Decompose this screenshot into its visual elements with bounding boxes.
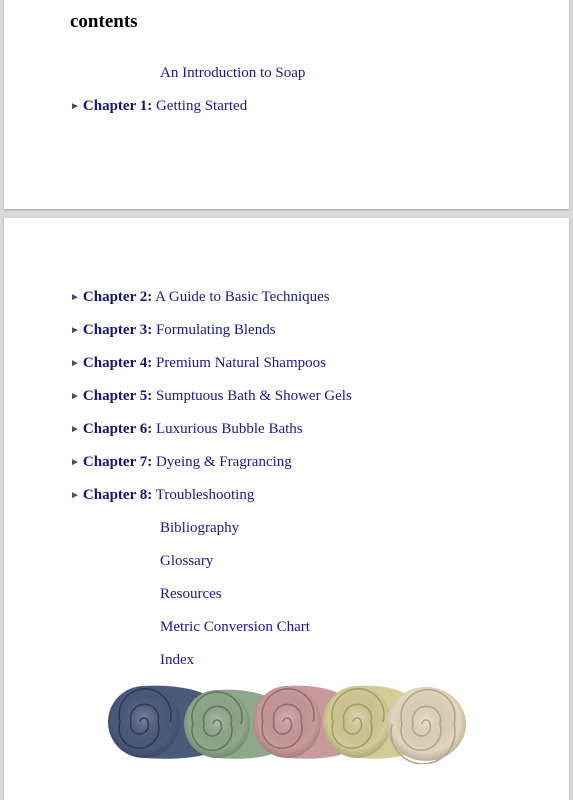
toc-link-metric-conversion-chart[interactable]: Metric Conversion Chart [160,619,310,635]
triangle-right-icon: ► [70,101,80,112]
toc-link-bibliography[interactable]: Bibliography [160,520,240,536]
triangle-right-icon: ► [70,292,80,303]
chapter-label: Chapter 8: [82,487,153,503]
triangle-right-icon: ► [70,490,80,501]
chapter-label: Chapter 2: [82,289,153,305]
toc-link-introduction[interactable] [160,64,305,82]
chapter-label: Chapter 4: [82,355,153,371]
toc-link-title: An Introduction to Soap [160,65,306,81]
toc-link-chapter-4[interactable] [70,354,326,373]
toc-link-title: Troubleshooting [155,487,255,503]
chapter-label: Chapter 1: [82,98,153,114]
page-title: contents [70,11,138,32]
toc-link-title: Dyeing & Fragrancing [155,454,292,470]
toc-link-chapter-3[interactable] [70,321,276,340]
toc-link-title: Formulating Blends [155,322,276,338]
toc-link-resources[interactable]: Resources [160,586,222,602]
chapter-label: Chapter 3: [82,322,153,338]
toc-link-chapter-7[interactable] [70,453,292,472]
triangle-right-icon: ► [70,358,80,369]
chapter-label: Chapter 5: [82,388,153,404]
chapter-label: Chapter 7: [82,454,153,470]
document-page-1 [4,0,569,209]
toc-link-title: Luxurious Bubble Baths [155,421,303,437]
chapter-label: Chapter 6: [82,421,153,437]
toc-link-title: Getting Started [155,98,248,114]
rolled-towels-illustration [104,680,470,764]
towel-ivory [386,687,466,764]
toc-link-index[interactable]: Index [160,652,195,668]
toc-link-title: Sumptuous Bath & Shower Gels [155,388,352,404]
toc-link-chapter-2[interactable] [70,288,330,307]
triangle-right-icon: ► [70,457,80,468]
toc-link-chapter-1[interactable] [70,97,247,116]
toc-link-title: Premium Natural Shampoos [155,355,326,371]
triangle-right-icon: ► [70,424,80,435]
toc-link-chapter-5[interactable] [70,387,352,406]
toc-link-chapter-8[interactable] [70,486,254,505]
triangle-right-icon: ► [70,325,80,336]
triangle-right-icon: ► [70,391,80,402]
document-page-2 [4,218,569,800]
toc-link-chapter-6[interactable] [70,420,303,439]
toc-link-glossary[interactable]: Glossary [160,553,214,569]
toc-link-title: A Guide to Basic Techniques [155,289,330,305]
